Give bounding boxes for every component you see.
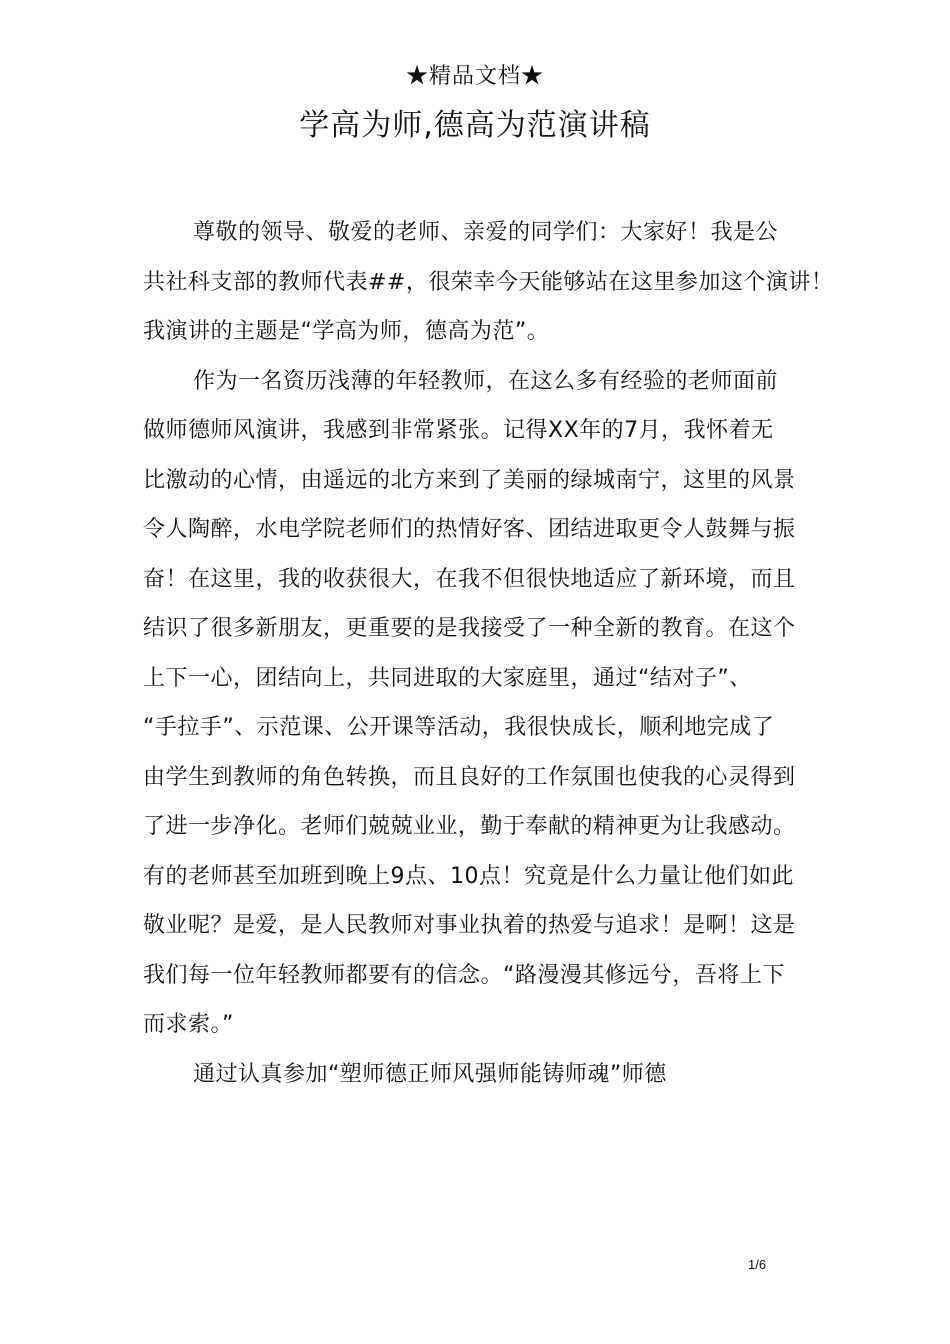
page-title: 学高为师,德高为范演讲稿 [299, 108, 651, 143]
text-line: 比激动的心情，由遥远的北方来到了美丽的绿城南宁，这里的风景 [143, 467, 796, 493]
document-body [143, 208, 833, 1099]
text-line: “手拉手”、示范课、公开课等活动，我很快成长，顺利地完成了 [143, 715, 775, 740]
text-line: 结识了很多新朋友，更重要的是我接受了一种全新的教育。在这个 [143, 616, 796, 641]
document-header-label: ★精品文档★ [405, 64, 544, 89]
text-line: 做师德师风演讲，我感到非常紧张。记得XX年的7月，我怀着无 [143, 418, 774, 443]
text-line: 通过认真参加“塑师德正师风强师能铸师魂”师德 [193, 1061, 667, 1087]
text-line: 上下一心，团结向上，共同进取的大家庭里，通过“结对子”、 [143, 665, 752, 691]
text-line: 由学生到教师的角色转换，而且良好的工作氛围也使我的心灵得到 [143, 764, 796, 790]
text-line: 而求索。” [143, 1012, 234, 1037]
text-line: 我演讲的主题是“学高为师，德高为范”。 [143, 319, 550, 344]
text-line: 敬业呢？是爱，是人民教师对事业执着的热爱与追求！是啊！这是 [143, 913, 796, 938]
page-number: 1/6 [748, 1257, 767, 1272]
text-line: 奋！在这里，我的收获很大，在我不但很快地适应了新环境，而且 [143, 566, 796, 592]
text-line: 令人陶醉，水电学院老师们的热情好客、团结进取更令人鼓舞与振 [143, 517, 796, 542]
text-line: 我们每一位年轻教师都要有的信念。“路漫漫其修远兮，吾将上下 [143, 962, 785, 988]
text-line: 了进一步净化。老师们兢兢业业，勤于奉献的精神更为让我感动。 [143, 814, 796, 839]
text-line: 共社科支部的教师代表##，很荣幸今天能够站在这里参加这个演讲！ [143, 269, 834, 295]
text-line: 有的老师甚至加班到晚上9点、10点！究竟是什么力量让他们如此 [143, 863, 794, 889]
text-line: 尊敬的领导、敬爱的老师、亲爱的同学们：大家好！我是公 [193, 220, 779, 245]
text-line: 作为一名资历浅薄的年轻教师，在这么多有经验的老师面前 [193, 368, 779, 394]
